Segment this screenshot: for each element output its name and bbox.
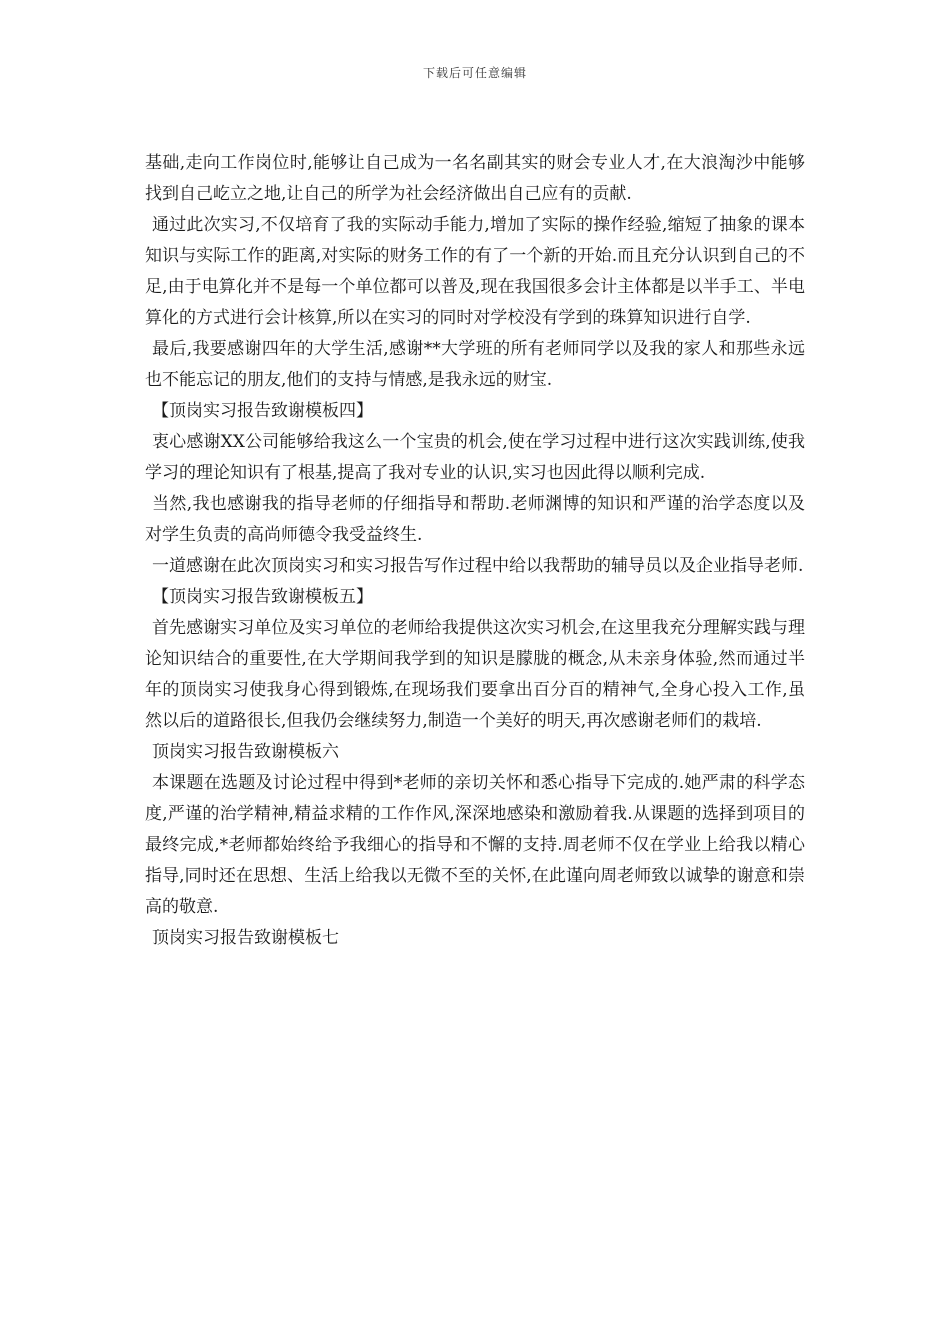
section-heading-template-4: 【顶岗实习报告致谢模板四】 [152,401,373,421]
paragraph-continuation: 基础,走向工作岗位时,能够让自己成为一名名副其实的财会专业人才,在大浪淘沙中能够找到自己屹立之地,让自己的所学为社会经济做出自己应有的贡献. [145,153,805,204]
paragraph-practice-gains: 通过此次实习,不仅培育了我的实际动手能力,增加了实际的操作经验,缩短了抽象的课本知识与实际工作的距离,对实际的财务工作的有了一个新的开始.而且充分认识到自己的不足,由于电算化并不是每一个单位都可以普及,现在我国很多会计主体都是以半手工、半电算化的方式进行会计核算,所以在实习的同时对学校没有学到的珠算知识进行自学. [145,215,805,328]
section-heading-template-5: 【顶岗实习报告致谢模板五】 [152,587,373,607]
paragraph-thanks-unit: 首先感谢实习单位及实习单位的老师给我提供这次实习机会,在这里我充分理解实践与理论知识结合的重要性,在大学期间我学到的知识是朦胧的概念,从未亲身体验,然而通过半年的顶岗实习使我身心得到锻炼,在现场我们要拿出百分百的精神气,全身心投入工作,虽然以后的道路很长,但我仍会继续努力,制造一个美好的明天,再次感谢老师们的栽培. [145,618,805,731]
section-heading-template-7: 顶岗实习报告致谢模板七 [152,928,339,948]
paragraph-thanks-company: 衷心感谢XX公司能够给我这么一个宝贵的机会,使在学习过程中进行这次实践训练,使我学习的理论知识有了根基,提高了我对专业的认识,实习也因此得以顺利完成. [145,432,805,483]
paragraph-thanks-advisor: 当然,我也感谢我的指导老师的仔细指导和帮助.老师渊博的知识和严谨的治学态度以及对学生负责的高尚师德令我受益终生. [145,494,805,545]
document-body [145,148,805,954]
section-heading-template-6: 顶岗实习报告致谢模板六 [152,742,339,762]
paragraph-thanks-counselor: 一道感谢在此次顶岗实习和实习报告写作过程中给以我帮助的辅导员以及企业指导老师. [152,556,804,576]
page-header: 下载后可任意编辑 [422,66,527,80]
paragraph-thanks-supervisor: 本课题在选题及讨论过程中得到*老师的亲切关怀和悉心指导下完成的.她严肃的科学态度,严谨的治学精神,精益求精的工作作风,深深地感染和激励着我.从课题的选择到项目的最终完成,*老师都始终给予我细心的指导和不懈的支持.周老师不仅在学业上给我以精心指导,同时还在思想、生活上给我以无微不至的关怀,在此谨向周老师致以诚挚的谢意和崇高的敬意. [145,773,805,917]
paragraph-final-thanks: 最后,我要感谢四年的大学生活,感谢**大学班的所有老师同学以及我的家人和那些永远也不能忘记的朋友,他们的支持与情感,是我永远的财宝. [145,339,805,390]
